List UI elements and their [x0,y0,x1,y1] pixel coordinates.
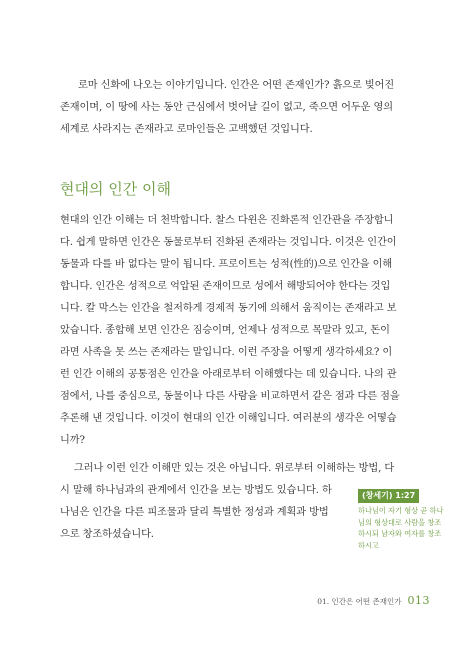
text-line: 점에서, 나를 중심으로, 동물이나 다른 사람을 비교하면서 같은 점과 다른 점을 [60,391,400,402]
text-line: 니까? [60,435,85,446]
text-line: 추론해 낸 것입니다. 이것이 현대의 인간 이해입니다. 여러분의 생각은 어떻습 [60,413,397,424]
scripture-reference-badge: (창세기) 1:27 [358,489,419,503]
quote-line: 하시고 [358,540,379,550]
text-line: 동물과 다를 바 없다는 말이 됩니다. 프로이트는 성적(性的)으로 인간을 이해 [60,259,393,270]
text-line: 세계로 사라지는 존재라고 로마인들은 고백했던 것입니다. [60,124,313,135]
text-line: 현대의 인간 이해는 더 천박합니다. 찰스 다윈은 진화론적 인간관을 주장합니 [60,215,394,226]
running-chapter-title: 01. 인간은 어떤 존재인가 [317,597,402,606]
body-paragraph-1 [60,210,420,452]
text-line: 았습니다. 종합해 보면 인간은 짐승이며, 언제나 성적으로 목말라 있고, 돈이 [60,325,390,336]
section-heading: 현대의 인간 이해 [60,180,171,198]
text-line: 런 인간 이해의 공통점은 인간을 아래로부터 이해했다는 데 있습니다. 나의 관 [60,369,397,380]
scripture-sidenote [358,483,448,551]
text-line: 다. 쉽게 말하면 인간은 동물로부터 진화된 존재라는 것입니다. 이것은 인간이 [60,237,397,248]
scripture-quote [358,505,448,551]
page-footer [317,594,430,607]
page-number: 013 [407,594,430,607]
text-line: 으로 창조하셨습니다. [60,529,154,540]
text-line: 시 말해 하나님과의 관계에서 인간을 보는 방법도 있습니다. 하 [60,485,332,496]
quote-line: 하시되 남자와 여자를 창조 [358,529,442,538]
text-line: 그러나 이런 인간 이해만 있는 것은 아닙니다. 위로부터 이해하는 방법, 다 [74,463,395,474]
quote-line: 님의 형상대로 사람을 창조 [358,517,442,527]
text-line: 나님은 인간을 다른 피조물과 달리 특별한 정성과 계획과 방법 [60,507,329,518]
intro-paragraph [60,75,420,141]
quote-line: 하나님이 자기 형상 곧 하나 [358,506,444,515]
text-line: 니다. 칼 막스는 인간을 철저하게 경제적 동기에 의해서 움직이는 존재라고 보 [60,303,397,314]
text-line: 라면 사족을 못 쓰는 존재라는 말입니다. 이런 주장을 어떻게 생각하세요? 이 [60,347,393,358]
text-line: 존재이며, 이 땅에 사는 동안 근심에서 벗어날 길이 없고, 죽으면 어두운 영의 [60,102,394,113]
text-line: 합니다. 인간은 성적으로 억압된 존재이므로 성에서 해방되어야 한다는 것입 [60,281,391,292]
text-line: 로마 신화에 나오는 이야기입니다. 인간은 어떤 존재인가? 흙으로 빚어진 [78,80,395,91]
